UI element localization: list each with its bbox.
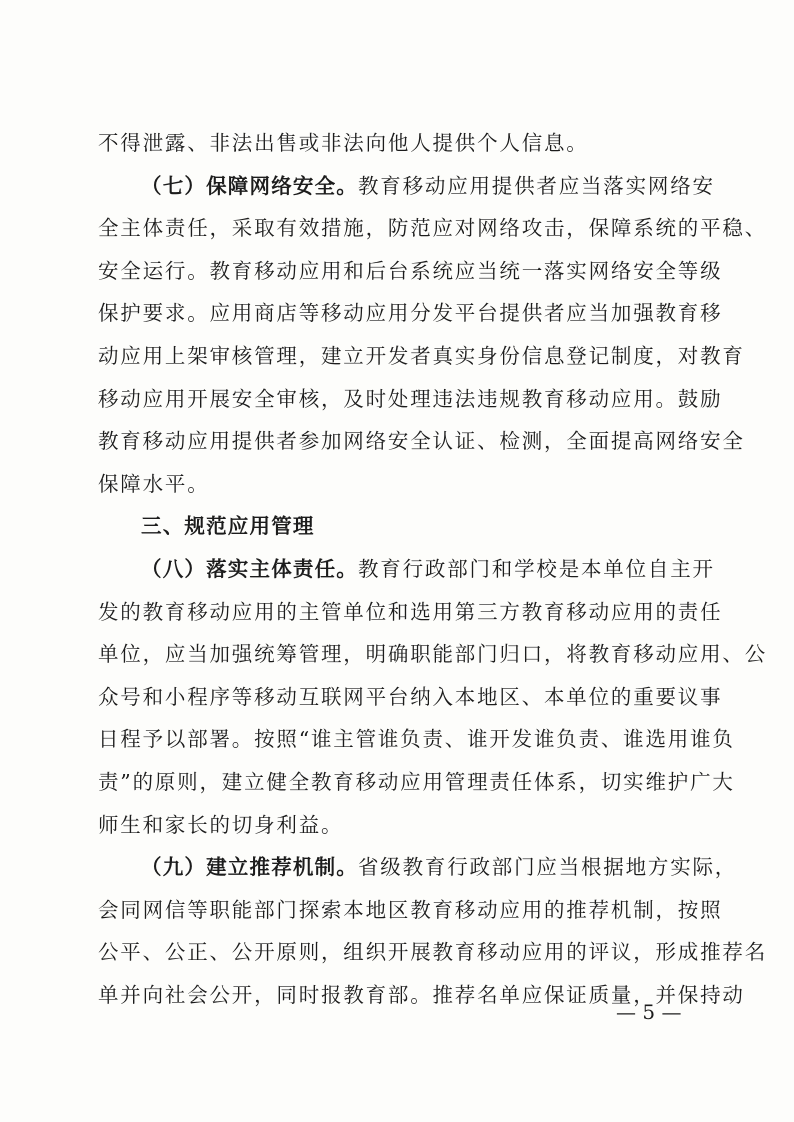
text-line: 不得泄露、非法出售或非法向他人提供个人信息。 bbox=[98, 131, 589, 155]
section-seven-line bbox=[98, 165, 715, 208]
section-nine-line bbox=[98, 846, 738, 889]
text-line: 移动应用开展安全审核，及时处理违法违规教育移动应用。鼓励 bbox=[98, 386, 723, 411]
section-eight-line bbox=[98, 548, 715, 591]
text-line: 单并向社会公开，同时报教育部。推荐名单应保证质量，并保持动 bbox=[98, 982, 745, 1007]
text-line: 公平、公正、公开原则，组织开展教育移动应用的评议，形成推荐名 bbox=[98, 940, 767, 965]
section-seven-title: （七）保障网络安全。 bbox=[141, 173, 358, 198]
text-line: 教育移动应用提供者参加网络安全认证、检测，全面提高网络安全 bbox=[98, 429, 745, 454]
section-nine-title: （九）建立推荐机制。 bbox=[141, 855, 358, 880]
text-line: 保障水平。 bbox=[98, 471, 210, 496]
page-number: — 5 — bbox=[616, 1000, 682, 1024]
section-seven-text: 教育移动应用提供者应当落实网络安 bbox=[358, 173, 715, 198]
text-line: 师生和家长的切身利益。 bbox=[98, 812, 344, 837]
text-line: 保护要求。应用商店等移动应用分发平台提供者应当加强教育移 bbox=[98, 301, 723, 326]
text-line: 全主体责任，采取有效措施，防范应对网络攻击，保障系统的平稳、 bbox=[98, 216, 767, 241]
text-line: 日程予以部署。按照“谁主管谁负责、谁开发谁负责、谁选用谁负 bbox=[98, 727, 735, 752]
text-line: 会同网信等职能部门探索本地区教育移动应用的推荐机制，按照 bbox=[98, 897, 723, 922]
section-eight-text: 教育行政部门和学校是本单位自主开 bbox=[358, 556, 715, 581]
section-nine-text: 省级教育行政部门应当根据地方实际， bbox=[358, 855, 738, 880]
text-line: 单位，应当加强统筹管理，明确职能部门归口，将教育移动应用、公 bbox=[98, 642, 767, 667]
body-text bbox=[98, 122, 767, 1016]
text-line: 责”的原则，建立健全教育移动应用管理责任体系，切实维护广大 bbox=[98, 769, 735, 794]
text-line: 安全运行。教育移动应用和后台系统应当统一落实网络安全等级 bbox=[98, 258, 723, 283]
text-line: 发的教育移动应用的主管单位和选用第三方教育移动应用的责任 bbox=[98, 599, 723, 624]
section-eight-title: （八）落实主体责任。 bbox=[141, 556, 358, 581]
section-heading: 三、规范应用管理 bbox=[141, 514, 315, 539]
text-line: 动应用上架审核管理，建立开发者真实身份信息登记制度，对教育 bbox=[98, 343, 745, 368]
text-line: 众号和小程序等移动互联网平台纳入本地区、本单位的重要议事 bbox=[98, 684, 723, 709]
